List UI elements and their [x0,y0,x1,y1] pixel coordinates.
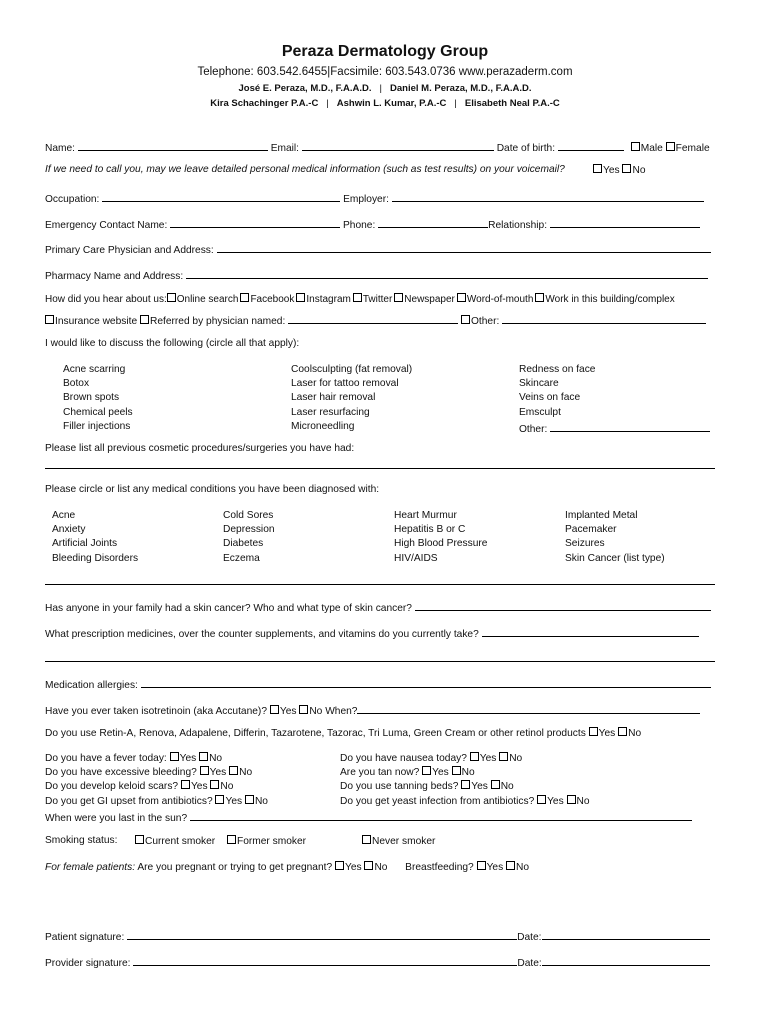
condition-item[interactable]: Hepatitis B or C [394,524,466,536]
pcp-input[interactable] [217,241,711,253]
yes-label: Yes [471,781,488,793]
emergency-input[interactable] [170,216,340,228]
yes-label: Yes [225,795,243,807]
no-label: No [254,795,268,807]
yes-checkbox[interactable] [170,752,179,761]
separator: | [379,83,383,94]
condition-item[interactable]: Pacemaker [565,524,617,536]
staff-name: Ashwin L. Kumar, P.A.-C [336,98,447,109]
male-checkbox[interactable] [631,142,640,151]
referral-option: Work in this building/complex [545,294,675,305]
yes-label: Yes [344,862,362,873]
referral-checkbox[interactable] [457,293,466,302]
yn-question [340,752,590,766]
relationship-input[interactable] [550,216,700,228]
isotretinoin-label: Have you ever taken isotretinoin (aka Accutane)? [45,706,267,717]
occupation-input[interactable] [102,190,340,202]
sun-row [45,809,692,824]
no-checkbox[interactable] [199,752,208,761]
discuss-item[interactable]: Filler injections [63,420,131,432]
patient-signature-row [45,928,710,943]
retinol-no-checkbox[interactable] [618,727,627,736]
no-checkbox[interactable] [491,780,500,789]
relationship-label: Relationship: [488,220,548,231]
pharmacy-input[interactable] [186,267,708,279]
discuss-item[interactable]: Laser hair removal [291,392,376,404]
referral-label: How did you hear about us: [45,294,167,305]
no-label: No [628,728,642,739]
occupation-label: Occupation: [45,194,100,205]
referral-row-2 [45,312,706,327]
discuss-item[interactable]: Emsculpt [519,406,561,418]
yn-question [45,766,268,780]
discuss-item[interactable]: Acne scarring [63,364,126,375]
email-label: Email: [270,143,300,154]
pregnant-no-checkbox[interactable] [364,861,373,870]
yn-question [340,795,590,809]
insurance-checkbox[interactable] [45,315,54,324]
discuss-item[interactable]: Microneedling [291,420,355,432]
no-label: No [220,781,234,793]
other-label: Other: [471,316,500,327]
condition-item[interactable]: Bleeding Disorders [52,552,139,564]
breastfeeding-no-checkbox[interactable] [506,861,515,870]
female-row [45,861,529,873]
female-label: For female patients: [45,862,136,873]
no-label: No [509,753,523,764]
other-input[interactable] [502,312,706,324]
condition-item[interactable]: Artificial Joints [52,538,118,550]
discuss-item[interactable]: Brown spots [63,392,120,404]
condition-item[interactable]: Seizures [565,538,605,550]
conditions-col-3 [394,509,487,566]
isotretinoin-yes-checkbox[interactable] [270,705,279,714]
discuss-item[interactable]: Chemical peels [63,406,133,418]
discuss-item[interactable]: Laser for tattoo removal [291,378,399,390]
emergency-label: Emergency Contact Name: [45,220,168,231]
yes-checkbox[interactable] [537,795,546,804]
referral-checkbox[interactable] [240,293,249,302]
yes-label: Yes [486,862,504,873]
physician-checkbox[interactable] [140,315,149,324]
separator: | [326,98,329,109]
yes-label: Yes [432,767,449,779]
sun-input[interactable] [190,809,692,821]
physician-input[interactable] [288,312,458,324]
insurance-label: Insurance website [55,316,138,327]
staff-name: Kira Schachinger P.A.-C [210,98,319,109]
discuss-col-2 [291,363,412,434]
yn-label: Do you use tanning beds? [340,781,459,793]
yes-checkbox[interactable] [461,780,470,789]
voicemail-question: If we need to call you, may we leave detailed personal medical information (such as test results) on your voicemail? [45,164,565,175]
pharmacy-row [45,267,708,282]
pregnant-yes-checkbox[interactable] [335,861,344,870]
yn-label: Do you get GI upset from antibiotics? [45,795,213,807]
discuss-other-label[interactable]: Other: [519,423,548,435]
pregnant-label: Are you pregnant or trying to get pregnant? [137,862,333,873]
male-label: Male [640,143,663,154]
meds-input[interactable] [482,625,699,637]
smoking-former [227,835,306,847]
discuss-item[interactable]: Botox [63,378,90,390]
conditions-col-4 [565,509,665,566]
allergies-label: Medication allergies: [45,680,138,691]
provider-signature-row [45,954,710,969]
voicemail-options [593,164,646,176]
allergies-row [45,676,711,691]
when-label: When? [325,706,358,717]
yn-question [45,752,268,766]
doctor-name: José E. Peraza, M.D., F.A.A.D. [238,83,372,94]
yes-checkbox[interactable] [422,766,431,775]
condition-item[interactable]: Anxiety [52,524,86,536]
discuss-item[interactable]: Coolsculpting (fat removal) [291,364,413,375]
condition-item[interactable]: Heart Murmur [394,510,457,521]
meds-row [45,625,699,640]
referral-option: Newspaper [404,294,455,305]
pcp-row [45,241,711,256]
discuss-label: I would like to discuss the following (circle all that apply): [45,338,300,349]
discuss-col-3 [519,363,710,437]
emergency-row [45,216,700,231]
email-input[interactable] [302,139,494,151]
referral-checkbox[interactable] [394,293,403,302]
physician-label: Referred by physician named: [149,316,286,327]
discuss-other-input[interactable] [550,420,710,432]
retinol-yes-checkbox[interactable] [589,727,598,736]
yn-label: Do you have a fever today: [45,753,167,764]
yn-label: Do you have excessive bleeding? [45,767,197,779]
occupation-row [45,190,704,205]
no-checkbox[interactable] [499,752,508,761]
yn-question [340,780,590,794]
current-smoker-checkbox[interactable] [135,835,144,844]
no-label: No [239,767,253,779]
condition-item[interactable]: Acne [52,510,76,521]
contact-info: Telephone: 603.542.6455|Facsimile: 603.543.0736 www.perazaderm.com [197,66,573,78]
smoking-never [362,835,435,847]
yn-label: Do you have nausea today? [340,753,467,764]
no-label: No [516,862,530,873]
yes-label: Yes [209,767,227,779]
date-label: Date: [517,958,542,969]
referral-checkbox[interactable] [535,293,544,302]
yn-label: Are you tan now? [340,767,420,779]
smoking-current [135,835,215,847]
no-label: No [576,795,590,807]
dob-label: Date of birth: [496,143,556,154]
yes-label: Yes [190,781,208,793]
breastfeeding-label: Breastfeeding? [405,862,474,873]
page-title: Peraza Dermatology Group [281,43,489,60]
voicemail-yes-checkbox[interactable] [593,164,602,173]
yn-label: Do you get yeast infection from antibiotics? [340,795,535,807]
yn-right-col [340,752,590,809]
condition-item[interactable]: Diabetes [223,538,264,550]
family-label: Has anyone in your family had a skin cancer? Who and what type of skin cancer? [45,603,412,614]
no-label: No [461,767,475,779]
meds-label: What prescription medicines, over the counter supplements, and vitamins do you currently take? [45,629,479,640]
yes-label: Yes [479,753,497,764]
referral-row [45,293,677,305]
no-label: No [374,862,388,873]
condition-item[interactable]: Skin Cancer (list type) [565,552,665,564]
conditions-input[interactable] [45,584,715,585]
yes-checkbox[interactable] [215,795,224,804]
separator: | [454,98,457,109]
yes-checkbox[interactable] [470,752,479,761]
staff-line [0,98,770,109]
family-input[interactable] [415,599,711,611]
no-checkbox[interactable] [245,795,254,804]
yes-checkbox[interactable] [181,780,190,789]
employer-input[interactable] [392,190,704,202]
yn-question [45,795,268,809]
yes-label: Yes [603,165,620,176]
yn-question [45,780,268,794]
phone-label: Phone: [343,220,376,231]
doctors-line [0,83,770,94]
no-label: No [632,165,646,176]
no-checkbox[interactable] [452,766,461,775]
dob-input[interactable] [558,139,624,151]
no-label: No [309,706,323,717]
referral-checkbox[interactable] [296,293,305,302]
provider-signature-label: Provider signature: [45,958,131,969]
referral-checkbox[interactable] [167,293,176,302]
female-label: Female [675,143,710,154]
never-smoker-label: Never smoker [372,836,436,847]
yes-label: Yes [547,795,564,807]
phone-input[interactable] [378,216,488,228]
condition-item[interactable]: HIV/AIDS [394,552,438,564]
patient-date-input[interactable] [542,928,710,940]
procedures-label: Please list all previous cosmetic procedures/surgeries you have had: [45,443,355,454]
meds-input-extra[interactable] [45,661,715,662]
yn-question [340,766,590,780]
family-row [45,599,711,614]
referral-option: Twitter [362,294,393,305]
breastfeeding-yes-checkbox[interactable] [477,861,486,870]
current-smoker-label: Current smoker [145,836,216,847]
condition-item[interactable]: Cold Sores [223,510,274,521]
female-checkbox[interactable] [666,142,675,151]
yes-label: Yes [598,728,616,739]
procedures-input[interactable] [45,468,715,469]
condition-item[interactable]: High Blood Pressure [394,538,488,550]
discuss-item[interactable]: Redness on face [519,364,596,375]
discuss-item [519,420,710,437]
allergies-input[interactable] [141,676,711,688]
condition-item[interactable]: Depression [223,524,275,536]
pcp-label: Primary Care Physician and Address: [45,245,214,256]
yes-label: Yes [179,753,197,764]
when-input[interactable] [357,702,700,714]
yes-checkbox[interactable] [200,766,209,775]
never-smoker-checkbox[interactable] [362,835,371,844]
patient-signature-label: Patient signature: [45,932,125,943]
former-smoker-checkbox[interactable] [227,835,236,844]
name-label: Name: [45,143,76,154]
discuss-col-1 [63,363,133,434]
referral-option: Instagram [306,294,351,305]
conditions-col-2 [223,509,275,566]
condition-item[interactable]: Implanted Metal [565,510,638,521]
discuss-item[interactable]: Laser resurfacing [291,406,370,418]
discuss-item[interactable]: Veins on face [519,392,581,404]
yn-left-col [45,752,268,809]
voicemail-no-checkbox[interactable] [622,164,631,173]
sun-label: When were you last in the sun? [45,813,188,824]
yn-label: Do you develop keloid scars? [45,781,179,793]
provider-date-input[interactable] [542,954,710,966]
discuss-item[interactable]: Skincare [519,378,559,390]
retinol-row [45,727,641,739]
yes-label: Yes [279,706,297,717]
name-row [45,139,710,154]
isotretinoin-row [45,702,700,717]
conditions-col-1 [52,509,138,566]
employer-label: Employer: [343,194,389,205]
conditions-label: Please circle or list any medical conditions you have been diagnosed with: [45,484,380,495]
name-input[interactable] [78,139,268,151]
provider-signature-input[interactable] [133,954,517,966]
no-label: No [500,781,514,793]
no-checkbox[interactable] [567,795,576,804]
referral-option: Word-of-mouth [466,294,534,305]
no-checkbox[interactable] [210,780,219,789]
referral-option: Facebook [250,294,295,305]
staff-name: Elisabeth Neal P.A.-C [464,98,560,109]
referral-checkbox[interactable] [353,293,362,302]
other-checkbox[interactable] [461,315,470,324]
smoking-label: Smoking status: [45,835,118,846]
retinol-label: Do you use Retin-A, Renova, Adapalene, Differin, Tazarotene, Tazorac, Tri Luma, Green Cream or other retinol products [45,728,586,739]
patient-signature-input[interactable] [127,928,517,940]
pharmacy-label: Pharmacy Name and Address: [45,271,184,282]
doctor-name: Daniel M. Peraza, M.D., F.A.A.D. [390,83,532,94]
isotretinoin-no-checkbox[interactable] [299,705,308,714]
no-label: No [209,753,223,764]
referral-option: Online search [176,294,239,305]
condition-item[interactable]: Eczema [223,552,260,564]
former-smoker-label: Former smoker [237,836,307,847]
date-label: Date: [517,932,542,943]
no-checkbox[interactable] [229,766,238,775]
